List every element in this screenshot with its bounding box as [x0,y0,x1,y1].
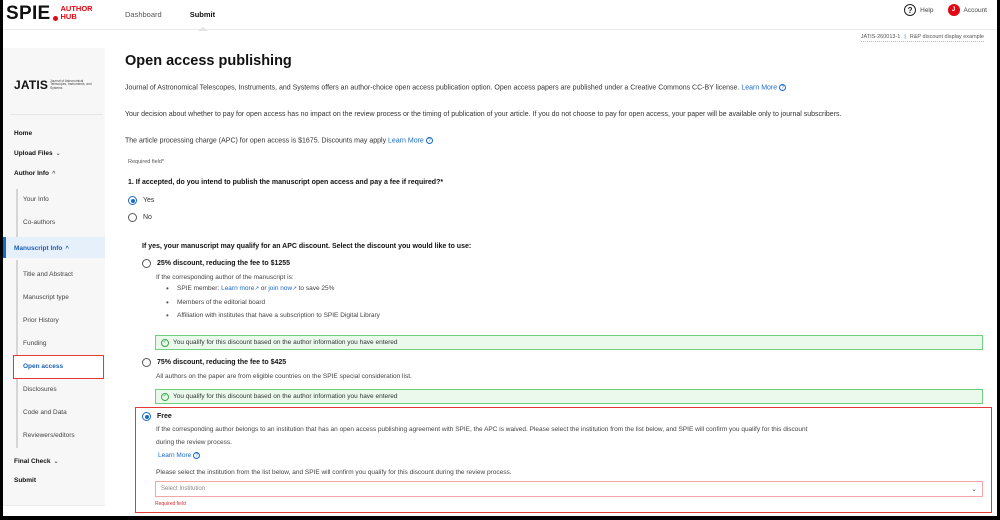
required-field-error: Required field [155,501,186,507]
sidebar-item-label: Prior History [23,317,59,324]
intro-text: Journal of Astronomical Telescopes, Instruments, and Systems offers an author-choice open access publication option. Open access papers are published under a Creative Commons CC-BY license. [125,84,740,92]
help-label: Help [920,6,934,14]
sidebar-item-disclosures[interactable] [23,386,57,393]
learn-more-link-free[interactable]: Learn More [158,452,192,460]
sidebar-item-title-abstract[interactable] [23,271,73,278]
logo-dot-icon [53,16,58,21]
radio-unchecked-icon [142,358,151,367]
join-now-link[interactable]: join now [268,285,293,292]
apc-text: The article processing charge (APC) for open access is $1675. Discounts may apply [125,137,387,145]
sidebar-item-final-check[interactable] [14,458,59,465]
sidebar-item-your-info[interactable] [23,196,49,203]
question-circle-icon: ? [904,4,916,16]
free-option-highlight [135,407,992,513]
breadcrumb-separator: | [904,34,906,40]
sidebar-item-prior-history[interactable] [23,317,59,324]
radio-unchecked-icon [128,213,137,222]
sidebar-item-label: Open access [23,363,64,370]
sidebar-item-label: Your Info [23,196,49,203]
discount-25-criteria-list [166,285,380,326]
sidebar-item-label: Submit [14,477,37,484]
institution-select[interactable] [155,481,983,497]
discount-25-radio[interactable] [142,259,290,268]
external-link-icon: ↗ [254,286,259,292]
apc-paragraph [125,137,433,144]
radio-checked-icon [142,412,151,421]
account-button[interactable] [948,4,988,16]
discount-intro: If yes, your manuscript may qualify for an APC discount. Select the discount you would like to use: [142,243,472,250]
sidebar-item-co-authors[interactable] [23,219,55,226]
sidebar-item-code-and-data[interactable] [23,409,67,416]
discount-25-title: 25% discount, reducing the fee to $1255 [157,260,291,267]
discount-75-qualify-banner [155,389,983,404]
sidebar-item-author-info[interactable] [14,170,56,177]
question-circle-icon: ? [426,137,433,144]
discount-25-qualify-banner [155,335,983,350]
criteria-text: SPIE member: [177,285,220,292]
nav-tab-submit[interactable]: Submit [190,0,229,30]
sidebar-item-upload-files[interactable] [14,150,61,157]
radio-label: Yes [143,197,155,204]
chevron-down-icon: ⌄ [55,151,61,157]
discount-free-title: Free [157,413,172,420]
spie-author-hub-logo[interactable] [6,4,93,23]
sidebar-item-label: Disclosures [23,386,57,393]
manuscript-title: R&P discount display example [909,34,984,40]
discount-25-description: If the corresponding author of the manuscript is: [156,274,294,281]
user-controls [904,4,987,16]
sidebar-divider [11,114,103,115]
sidebar-item-label: Upload Files [14,150,53,157]
sidebar-item-label: Author Info [14,170,50,177]
top-navigation-bar [3,0,997,30]
manuscript-id: JATIS-260013-1 [860,34,901,40]
chevron-down-icon: ⌄ [971,486,977,493]
check-circle-icon: ✓ [162,338,168,345]
answer-yes-radio[interactable] [128,196,154,205]
radio-unchecked-icon [142,259,151,268]
discount-free-description-cont: during the review process. [156,439,232,446]
sidebar-item-funding[interactable] [23,340,47,347]
institution-select-prompt: Please select the institution from the list below, and SPIE will confirm you qualify for this discount during the review process. [156,469,512,476]
criteria-affiliation: • Affiliation with institutes that have a subscription to SPIE Digital Library [166,312,380,326]
chevron-up-icon: ^ [52,171,56,177]
journal-abbreviation: JATIS [14,78,49,92]
learn-more-link-license[interactable]: Learn More [741,84,778,92]
criteria-spie-member [166,285,380,299]
required-field-note: Required field* [128,159,165,165]
discount-free-description: If the corresponding author belongs to an institution that has an open access publishing agreement with SPIE, the APC is waived. Please select the institution from the list below, and SPIE will confirm you qualify for this discount [156,426,808,433]
decision-paragraph: Your decision about whether to pay for open access has no impact on the review process or the timing of publication of your article. If you do not choose to pay for open access, your paper will be available only to journal subscribers. [125,111,842,118]
app-window [3,0,997,516]
page-title: Open access publishing [125,53,292,69]
discount-75-title: 75% discount, reducing the fee to $425 [157,359,287,366]
logo-subtitle-line1: AUTHOR [60,4,93,13]
question-circle-icon: ? [779,84,786,91]
sidebar-item-label: Manuscript type [23,294,69,301]
sidebar [3,48,105,506]
sidebar-item-label: Home [14,130,33,137]
select-placeholder: Select Institution [161,486,206,492]
external-link-icon: ↗ [292,286,297,292]
account-label: Account [963,6,987,14]
sidebar-item-reviewers-editors[interactable] [23,432,75,439]
sidebar-item-label: Title and Abstract [23,271,73,278]
logo-text: SPIE [6,3,51,24]
chevron-up-icon: ^ [65,246,69,252]
author-info-group-line [16,189,18,241]
check-circle-icon: ✓ [162,392,168,399]
learn-more-membership-link[interactable]: Learn more [221,285,255,292]
radio-label: No [143,214,152,221]
open-access-question: 1. If accepted, do you intend to publish the manuscript open access and pay a fee if required?* [128,179,444,186]
sidebar-item-label: Funding [23,340,47,347]
sidebar-item-label: Manuscript Info [14,245,63,252]
question-circle-icon: ? [193,452,200,459]
radio-checked-icon [128,196,137,205]
main-nav [125,0,243,30]
sidebar-item-home[interactable] [14,130,32,137]
sidebar-item-manuscript-info[interactable] [14,245,69,252]
qualify-message: You qualify for this discount based on the author information you have entered [173,393,398,400]
journal-full-name: Journal of Astronomical Telescopes, Instruments, and Systems [50,78,92,90]
discount-75-description: All authors on the paper are from eligible countries on the SPIE special consideration list. [156,373,412,380]
criteria-text: or [260,285,267,292]
discount-free-radio[interactable] [142,412,172,421]
sidebar-item-label: Co-authors [23,219,56,226]
chevron-down-icon: ⌄ [53,459,59,465]
learn-more-free [158,452,200,459]
criteria-editorial-board: • Members of the editorial board [166,299,380,313]
sidebar-item-submit[interactable] [14,477,36,484]
logo-subtitle-line2: HUB [60,12,77,21]
manuscript-breadcrumb [861,34,984,42]
sidebar-item-open-access[interactable] [23,363,63,370]
sidebar-item-label: Final Check [14,458,51,465]
journal-logo [14,78,94,92]
learn-more-link-apc[interactable]: Learn More [388,137,424,145]
logo-subtitle [61,5,93,21]
avatar: J [948,4,960,16]
discount-75-radio[interactable] [142,358,286,367]
qualify-message: You qualify for this discount based on the author information you have entered [173,339,398,346]
manuscript-info-group-line [16,260,18,448]
intro-paragraph [125,84,786,91]
sidebar-item-manuscript-type[interactable] [23,294,69,301]
criteria-text: to save 25% [298,285,335,292]
help-button[interactable] [904,4,933,16]
sidebar-item-label: Reviewers/editors [23,432,75,439]
answer-no-radio[interactable] [128,213,152,222]
nav-tab-dashboard[interactable]: Dashboard [125,10,162,19]
sidebar-item-label: Code and Data [23,409,67,416]
